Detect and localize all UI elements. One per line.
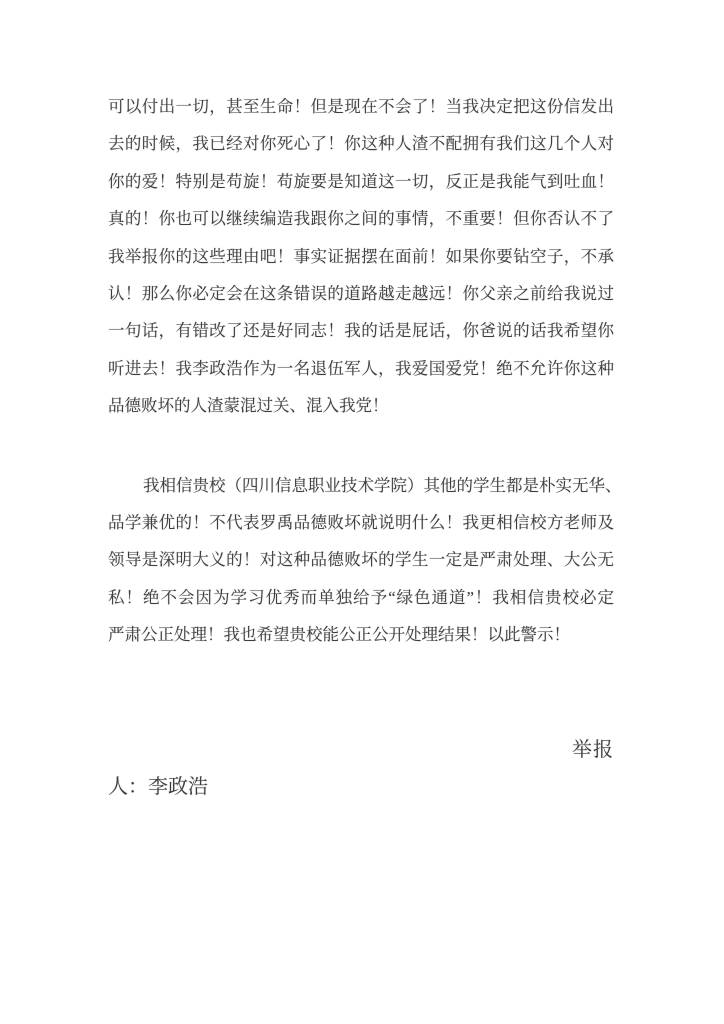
text-line: 我举报你的这些理由吧！事实证据摆在面前！如果你要钻空子，不承 bbox=[108, 246, 614, 266]
signature-reporter-name: 人：李政浩 bbox=[108, 776, 208, 799]
signature-block bbox=[108, 732, 614, 807]
text-line: 领导是深明大义的！对这种品德败坏的学生一定是严肃处理、大公无 bbox=[108, 550, 614, 570]
text-line: 一句话，有错改了还是好同志！我的话是屁话，你爸说的话我希望你 bbox=[108, 321, 614, 341]
text-line: 认！那么你必定会在这条错误的道路越走越远！你父亲之前给我说过 bbox=[108, 284, 614, 304]
text-line: 你的爱！特别是苟旋！苟旋要是知道这一切，反正是我能气到吐血！ bbox=[108, 171, 614, 191]
text-line: 私！绝不会因为学习优秀而单独给予“绿色通道”！我相信贵校必定 bbox=[108, 587, 614, 607]
text-line: 听进去！我李政浩作为一名退伍军人，我爱国爱党！绝不允许你这种 bbox=[108, 358, 614, 378]
paragraph-school-appeal bbox=[108, 467, 622, 654]
text-line: 我相信贵校（四川信息职业技术学院）其他的学生都是朴实无华、 bbox=[143, 475, 622, 495]
paragraph-main-accusation bbox=[108, 88, 614, 425]
text-line: 品德败坏的人渣蒙混过关、混入我党！ bbox=[108, 396, 389, 416]
text-line: 严肃公正处理！我也希望贵校能公正公开处理结果！以此警示！ bbox=[108, 625, 570, 645]
signature-reporter-label: 举报 bbox=[572, 738, 614, 761]
text-line: 可以付出一切，甚至生命！但是现在不会了！当我决定把这份信发出 bbox=[108, 97, 614, 116]
text-line: 品学兼优的！不代表罗禹品德败坏就说明什么！我更相信校方老师及 bbox=[108, 513, 614, 533]
text-line: 去的时候，我已经对你死心了！你这种人渣不配拥有我们这几个人对 bbox=[108, 134, 614, 154]
text-line: 真的！你也可以继续编造我跟你之间的事情，不重要！但你否认不了 bbox=[108, 209, 614, 229]
